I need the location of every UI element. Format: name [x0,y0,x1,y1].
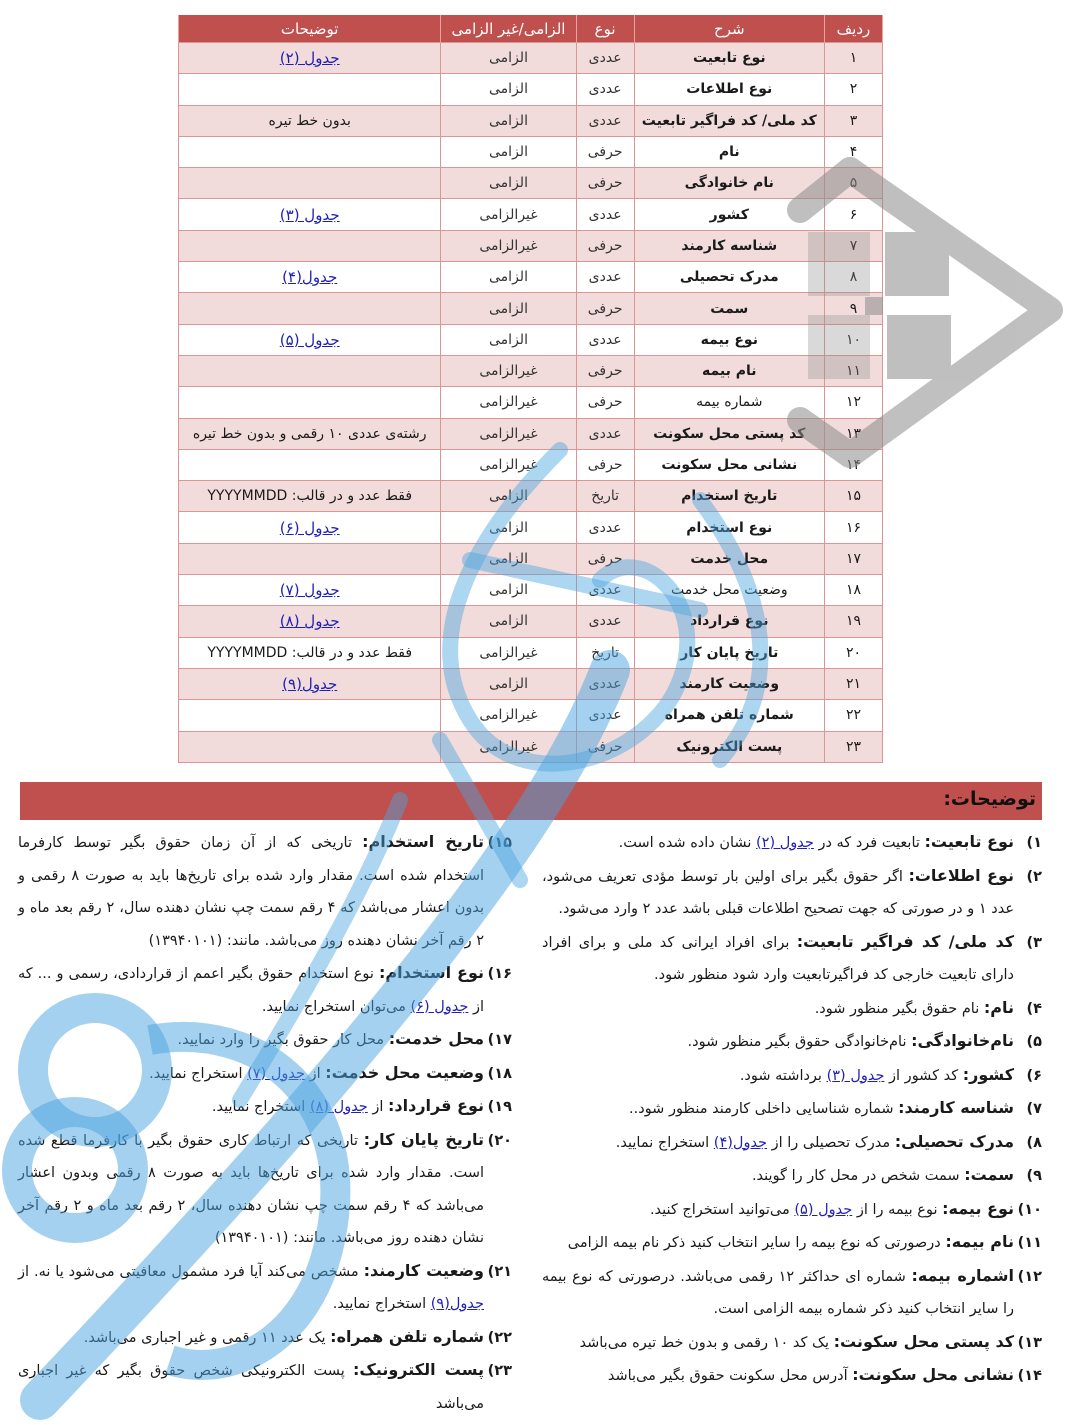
row-number-cell: ۱۹ [824,606,882,637]
table-row [179,105,883,136]
table-row [179,543,883,574]
note-number: ۶) [1026,1067,1042,1084]
note-item [542,1193,1042,1227]
note-term: اشماره بیمه: [911,1265,1015,1285]
note-term: مدرک تحصیلی: [894,1131,1014,1151]
required-cell: غیرالزامی [441,637,576,668]
fields-table [178,15,883,763]
note-text: اگر حقوق بگیر برای اولین بار توسط مؤدی تعریف می‌شود، عدد ۱ و در صورتی که جهت تصحیح اطلاعات قبلی باشد عدد ۲ وارد می‌شود. [542,868,1014,917]
note-number: ۱۲) [1017,1268,1043,1285]
table-row [179,387,883,418]
notes-cell [179,387,441,418]
type-cell: حرفی [576,731,634,762]
note-text: نوع استخدام حقوق بگیر اعمم از قراردادی، رسمی و ... که از [18,966,484,1015]
note-text: از [304,1065,326,1082]
type-cell: عددی [576,262,634,293]
required-cell: الزامی [441,512,576,543]
note-item [18,1090,512,1124]
table-row [179,700,883,731]
type-cell: حرفی [576,136,634,167]
description-cell: نام خانوادگی [634,168,824,199]
row-number-cell: ۴ [824,136,882,167]
description-cell: مدرک تحصیلی [634,262,824,293]
table-row [179,324,883,355]
note-item [542,1326,1042,1360]
required-cell: غیرالزامی [441,387,576,418]
notes-cell: بدون خط تیره [179,105,441,136]
type-cell: حرفی [576,543,634,574]
required-cell: غیرالزامی [441,731,576,762]
note-text: نام‌خانوادگی حقوق بگیر منظور شود. [687,1034,912,1050]
required-cell: غیرالزامی [441,700,576,731]
note-text: شماره شناسایی داخلی کارمند منظور شود.. [629,1101,899,1117]
required-cell: غیرالزامی [441,355,576,386]
description-cell: نام بیمه [634,355,824,386]
note-item [542,1092,1042,1126]
description-cell: کد ملی/ کد فراگیر تابعیت [634,105,824,136]
table-reference-link[interactable]: جدول(۴) [713,1134,768,1151]
notes-cell [179,43,441,74]
note-term: کشور: [962,1064,1014,1084]
note-item [18,1321,512,1355]
table-row [179,355,883,386]
description-cell: وضعیت محل خدمت [634,575,824,606]
row-number-cell: ۱۶ [824,512,882,543]
table-row [179,136,883,167]
header-type: نوع [576,15,634,43]
type-cell: عددی [576,43,634,74]
required-cell: الزامی [441,293,576,324]
required-cell: الزامی [441,575,576,606]
note-text: محل کار حقوق بگیر را وارد نمایید. [177,1032,389,1048]
description-cell: نشانی محل سکونت [634,449,824,480]
row-number-cell: ۱۷ [824,543,882,574]
note-text: می‌توان استخراج نمایید. [261,998,411,1015]
table-reference-link[interactable]: جدول (۸) [279,612,340,631]
table-row [179,481,883,512]
table-row [179,606,883,637]
row-number-cell: ۲۰ [824,637,882,668]
note-text: استخراج نمایید. [149,1065,248,1082]
description-cell: نوع بیمه [634,324,824,355]
note-term: نام: [983,997,1014,1017]
notes-cell [179,74,441,105]
type-cell: عددی [576,74,634,105]
note-number: ۱۹) [487,1099,512,1115]
description-cell: سمت [634,293,824,324]
table-row [179,418,883,449]
required-cell: الزامی [441,324,576,355]
row-number-cell: ۱۱ [824,355,882,386]
table-reference-link[interactable]: جدول (۲) [279,49,340,68]
type-cell: عددی [576,512,634,543]
notes-cell: رشته‌ی عددی ۱۰ رقمی و بدون خط تیره [179,418,441,449]
note-item [18,1124,512,1255]
notes-cell [179,262,441,293]
notes-cell [179,136,441,167]
table-row [179,43,883,74]
note-number: ۲۲) [487,1329,512,1346]
notes-cell [179,199,441,230]
type-cell: عددی [576,324,634,355]
note-item [542,992,1042,1026]
note-text: استخراج نمایید. [332,1296,431,1312]
note-number: ۱) [1026,835,1042,851]
notes-cell [179,230,441,261]
description-cell: نوع استخدام [634,512,824,543]
note-number: ۱۸) [487,1065,512,1082]
row-number-cell: ۸ [824,262,882,293]
row-number-cell: ۱۳ [824,418,882,449]
required-cell: الزامی [441,481,576,512]
note-term: کد پستی محل سکونت: [833,1331,1014,1351]
note-text: از [367,1099,389,1115]
table-row [179,512,883,543]
note-text: مشخص می‌کند آیا فرد مشمول معافیتی می‌شود یا نه. از [18,1263,364,1280]
note-term: کد ملی/ کد فراگیر تابعیت: [796,931,1015,951]
note-text: پست الکترونیکی شخص حقوق بگیر که غیر اجباری می‌باشد [18,1363,484,1412]
notes-cell: فقط عدد و در قالب: YYYYMMDD [179,637,441,668]
header-row-number: ردیف [824,15,882,43]
note-term: محل خدمت: [388,1029,484,1048]
table-row [179,230,883,261]
note-text: درصورتی که نوع بیمه را سایر انتخاب کنید ذکر نام بیمه الزامی [567,1235,946,1251]
type-cell: حرفی [576,293,634,324]
table-reference-link[interactable]: جدول(۹) [430,1296,484,1312]
notes-column-right [542,826,1042,1393]
note-item [542,1025,1042,1059]
description-cell: نوع اطلاعات [634,74,824,105]
row-number-cell: ۳ [824,105,882,136]
note-text: نوع بیمه را از [852,1201,943,1218]
note-text: استخراج نمایید. [211,1099,310,1115]
table-header-row [179,15,883,43]
notes-cell: فقط عدد و در قالب: YYYYMMDD [179,481,441,512]
note-text: سمت شخص در محل کار را گویند. [751,1168,965,1184]
note-text: یک کد ۱۰ رقمی و بدون خط تیره می‌باشد [579,1334,834,1351]
required-cell: الزامی [441,543,576,574]
table-reference-link[interactable]: جدول (۶) [279,518,340,537]
note-item [18,826,512,957]
note-item [542,1126,1042,1160]
note-item [18,1057,512,1091]
note-number: ۹) [1026,1168,1042,1184]
note-text: می‌توانید استخراج کنید. [649,1201,795,1218]
note-term: تاریخ استخدام: [362,832,485,851]
type-cell: حرفی [576,387,634,418]
note-number: ۸) [1026,1134,1042,1151]
note-term: نشانی محل سکونت: [852,1365,1014,1384]
table-row [179,199,883,230]
note-number: ۱۴) [1017,1368,1042,1384]
type-cell: حرفی [576,230,634,261]
notes-cell [179,449,441,480]
type-cell: عددی [576,199,634,230]
description-cell: تاریخ استخدام [634,481,824,512]
table-reference-link[interactable]: جدول(۴) [282,268,338,287]
note-number: ۳) [1026,934,1043,951]
note-text: نام حقوق بگیر منظور شود. [814,1000,984,1017]
notes-cell [179,668,441,699]
table-reference-link[interactable]: جدول (۵) [794,1201,853,1218]
header-description: شرح [634,15,824,43]
row-number-cell: ۱۴ [824,449,882,480]
note-text: تابعیت فرد که در [813,835,925,851]
description-cell: کشور [634,199,824,230]
note-text: تاریخی که از آن زمان حقوق بگیر توسط کارفرما استخدام شده است. مقدار وارد شده برای تاریخ‌ها باید به صورت ۸ رقمی و بدون اعشار می‌باشد که ۴ رقم سمت چپ نشان دهنده سال، ۲ رقم بعد ماه و ۲ رقم آخر نشان دهنده روز می‌باشد. مانند: (۱۳۹۴۰۱۰۱) [18,835,484,949]
row-number-cell: ۲ [824,74,882,105]
table-row [179,668,883,699]
note-number: ۵) [1026,1034,1042,1050]
required-cell: الزامی [441,105,576,136]
type-cell: تاریخ [576,637,634,668]
description-cell: نام [634,136,824,167]
note-term: نام‌خانوادگی: [911,1031,1014,1050]
description-cell: تاریخ پایان کار [634,637,824,668]
note-term: پست الکترونیک: [353,1360,484,1379]
note-item [542,926,1042,992]
required-cell: الزامی [441,168,576,199]
description-cell: شماره تلفن همراه [634,700,824,731]
note-text: کد کشور از [884,1067,963,1084]
note-item [542,1226,1042,1260]
table-reference-link[interactable]: جدول (۵) [279,330,340,349]
table-reference-link[interactable]: جدول (۷) [279,581,340,600]
row-number-cell: ۵ [824,168,882,199]
description-cell: نوع تابعیت [634,43,824,74]
description-cell: پست الکترونیک [634,731,824,762]
note-number: ۱۳) [1017,1334,1042,1351]
notes-cell [179,543,441,574]
required-cell: الزامی [441,668,576,699]
required-cell: غیرالزامی [441,418,576,449]
note-term: شناسه کارمند: [898,1098,1014,1117]
row-number-cell: ۱۵ [824,481,882,512]
table-reference-link[interactable]: جدول (۶) [410,998,469,1015]
type-cell: عددی [576,105,634,136]
table-reference-link[interactable]: جدول (۲) [756,835,814,851]
table-row [179,262,883,293]
table-row [179,74,883,105]
type-cell: حرفی [576,449,634,480]
table-reference-link[interactable]: جدول (۳) [279,205,340,224]
notes-cell [179,512,441,543]
notes-cell [179,168,441,199]
type-cell: تاریخ [576,481,634,512]
notes-cell [179,575,441,606]
note-number: ۲۱) [487,1263,513,1280]
required-cell: غیرالزامی [441,199,576,230]
description-cell: کد پستی محل سکونت [634,418,824,449]
required-cell: غیرالزامی [441,230,576,261]
row-number-cell: ۲۳ [824,731,882,762]
row-number-cell: ۱۲ [824,387,882,418]
type-cell: عددی [576,700,634,731]
note-item [18,1255,512,1321]
table-row [179,293,883,324]
notes-cell [179,355,441,386]
row-number-cell: ۱۸ [824,575,882,606]
description-cell: نوع قرارداد [634,606,824,637]
notes-section-title: توضیحات: [943,788,1036,810]
table-reference-link[interactable]: جدول (۷) [247,1065,305,1082]
notes-cell [179,293,441,324]
table-reference-link[interactable]: جدول (۳) [826,1067,885,1084]
notes-cell [179,731,441,762]
note-text: تاریخی که ارتباط کاری حقوق بگیر با کارفرما قطع شده است. مقدار وارد شده برای تاریخ‌ها باید به صورت ۸ رقمی وبدون اعشار می‌باشد که ۴ رقم سمت چپ نشان دهنده سال، ۲ رقم بعد ماه و ۲ رقم آخر نشان دهنده روز می‌باشد. مانند: (۱۳۹۴۰۱۰۱) [18,1132,485,1246]
required-cell: الزامی [441,606,576,637]
table-body [179,43,883,763]
note-term: تاریخ پایان کار: [363,1129,485,1149]
description-cell: شناسه کارمند [634,230,824,261]
required-cell: الزامی [441,43,576,74]
note-number: ۱۵) [487,835,513,851]
table-row [179,168,883,199]
note-item [542,1359,1042,1393]
type-cell: حرفی [576,355,634,386]
note-text: نشان داده شده است. [618,835,756,851]
note-text: برای افراد ایرانی کد ملی و برای افراد دارای تابعیت خارجی کد فراگیرتابعیت وارد شود منظور شود. [542,934,1014,983]
note-item [18,1023,512,1057]
note-item [18,1354,512,1420]
note-text: آدرس محل سکونت حقوق بگیر می‌باشد [607,1368,853,1384]
note-item [542,860,1042,926]
row-number-cell: ۷ [824,230,882,261]
required-cell: الزامی [441,262,576,293]
required-cell: الزامی [441,74,576,105]
note-term: نوع تابعیت: [924,832,1014,851]
note-term: وضعیت کارمند: [363,1260,485,1280]
note-term: سمت: [964,1165,1014,1184]
notes-cell [179,606,441,637]
note-item [542,1159,1042,1193]
note-number: ۱۱) [1017,1235,1042,1251]
type-cell: حرفی [576,168,634,199]
required-cell: غیرالزامی [441,449,576,480]
row-number-cell: ۹ [824,293,882,324]
row-number-cell: ۱ [824,43,882,74]
row-number-cell: ۲۲ [824,700,882,731]
note-number: ۱۷) [487,1032,512,1048]
row-number-cell: ۲۱ [824,668,882,699]
notes-section-header [20,782,1042,820]
notes-cell [179,324,441,355]
note-term: نام بیمه: [945,1232,1014,1251]
notes-cell [179,700,441,731]
table-reference-link[interactable]: جدول (۸) [309,1099,368,1115]
note-number: ۱۰) [1017,1201,1042,1218]
notes-column-left [18,826,512,1420]
note-term: نوع اطلاعات: [908,865,1014,885]
note-item [542,826,1042,860]
table-row [179,637,883,668]
note-item [542,1260,1042,1326]
note-text: یک عدد ۱۱ رقمی و غیر اجباری می‌باشد. [83,1329,331,1346]
note-number: ۲۳) [487,1363,512,1379]
note-number: ۱۶) [487,966,512,982]
note-text: برداشته شود. [739,1067,827,1084]
note-number: ۷) [1026,1101,1042,1117]
note-item [542,1059,1042,1093]
note-number: ۲) [1026,868,1042,885]
type-cell: عددی [576,668,634,699]
row-number-cell: ۱۰ [824,324,882,355]
description-cell: وضعیت کارمند [634,668,824,699]
note-text: مدرک تحصیلی را از [767,1134,895,1151]
note-number: ۲۰) [487,1132,513,1149]
table-row [179,731,883,762]
table-reference-link[interactable]: جدول(۹) [282,675,338,694]
description-cell: شماره بیمه [634,387,824,418]
table-row [179,575,883,606]
table-row [179,449,883,480]
note-text: شماره ای حداکثر ۱۲ رقمی می‌باشد. درصورتی که نوع بیمه را سایر انتخاب کنید ذکر شماره بیمه الزامی است. [542,1268,1014,1317]
type-cell: عددی [576,418,634,449]
description-cell: محل خدمت [634,543,824,574]
note-term: شماره تلفن همراه: [330,1326,484,1346]
note-item [18,957,512,1023]
required-cell: الزامی [441,136,576,167]
note-term: نوع قرارداد: [388,1096,484,1115]
type-cell: عددی [576,575,634,606]
header-notes: توضیحات [179,15,441,43]
note-term: نوع استخدام: [378,963,484,982]
header-required: الزامی/غیر الزامی [441,15,576,43]
note-term: نوع بیمه: [942,1198,1014,1218]
type-cell: عددی [576,606,634,637]
note-number: ۴) [1026,1000,1042,1017]
note-text: استخراج نمایید. [615,1134,714,1151]
note-term: وضعیت محل خدمت: [325,1062,484,1082]
row-number-cell: ۶ [824,199,882,230]
